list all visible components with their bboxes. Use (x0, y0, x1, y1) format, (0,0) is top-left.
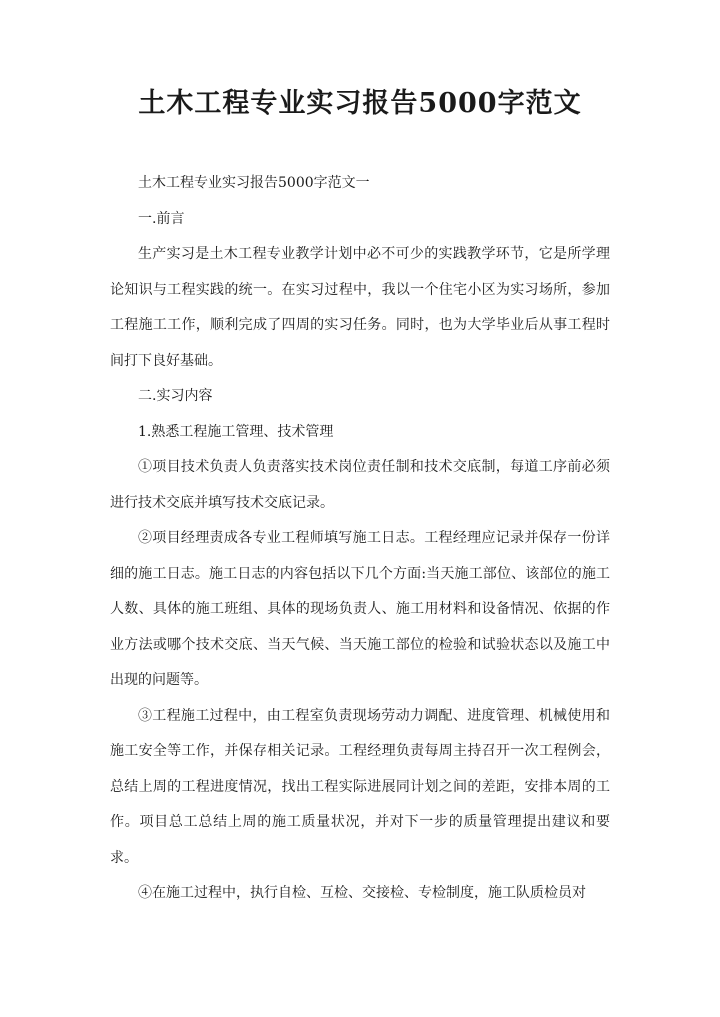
body-paragraph: ③工程施工过程中，由工程室负责现场劳动力调配、进度管理、机械使用和施工安全等工作，并保存相关记录。工程经理负责每周主持召开一次工程例会，总结上周的工程进度情况，找出工程实际进展同计划之间的差距，安排本周的工作。项目总工总结上周的施工质量状况，并对下一步的质量管理提出建议和要求。 (110, 707, 610, 866)
document-title: 土木工程专业实习报告5000字范文 (138, 88, 582, 119)
section-heading-preface: 一.前言 (138, 210, 185, 227)
section-heading-content: 二.实习内容 (138, 388, 213, 404)
body-paragraph: ①项目技术负责人负责落实技术岗位责任制和技术交底制，每道工序前必须进行技术交底并填写技术交底记录。 (110, 459, 610, 511)
body-paragraph: 生产实习是土木工程专业教学计划中必不可少的实践教学环节，它是所学理论知识与工程实践的统一。在实习过程中，我以一个住宅小区为实习场所，参加工程施工工作，顺利完成了四周的实习任务。同时，也为大学毕业后从事工程时间打下良好基础。 (110, 246, 610, 369)
document-body (110, 166, 610, 912)
body-paragraph: ②项目经理责成各专业工程师填写施工日志。工程经理应记录并保存一份详细的施工日志。施工日志的内容包括以下几个方面:当天施工部位、该部位的施工人数、具体的施工班组、具体的现场负责人、施工用材料和设备情况、依据的作业方法或哪个技术交底、当天气候、当天施工部位的检验和试验状态以及施工中出现的问题等。 (110, 530, 610, 688)
body-paragraph: ④在施工过程中，执行自检、互检、交接检、专检制度，施工队质检员对 (138, 885, 586, 901)
subsection-heading: 1.熟悉工程施工管理、技术管理 (138, 423, 334, 440)
subtitle-paragraph: 土木工程专业实习报告5000字范文一 (138, 175, 370, 191)
